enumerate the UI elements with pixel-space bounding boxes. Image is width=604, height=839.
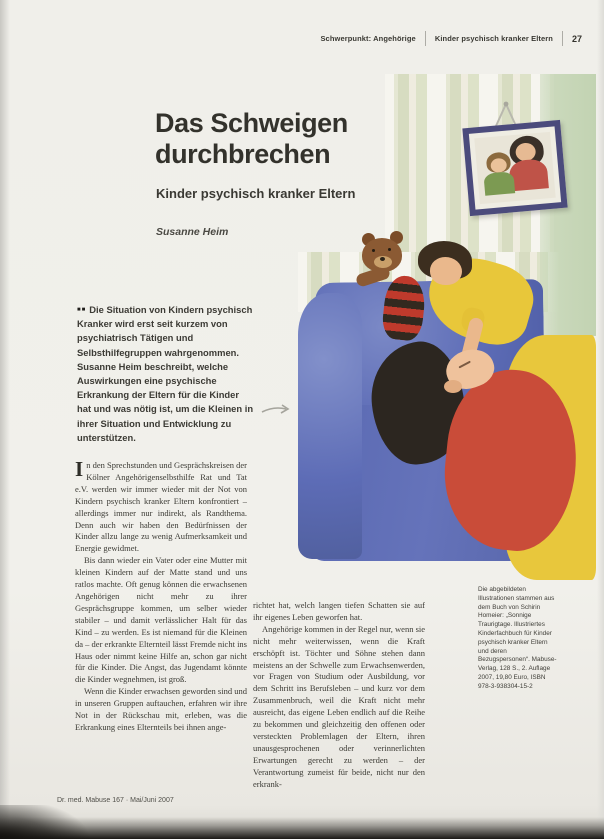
article-title-line2: durchbrechen — [155, 139, 331, 169]
boy-hand — [444, 380, 462, 393]
body-paragraph-text: n den Sprechstunden und Gesprächskreisen der Kölner Angehörigenselbsthilfe Rat und Tat e.V. werden wir immer wieder mit der Not von Kindern psychisch kranker Eltern konfrontiert – allerdings immer nur indirekt, als Randthema. Denn auch wir haben den Bedürfnissen der Kinder allzu lange zu wenig Aufmerksamkeit und Energie gewidmet. — [75, 460, 247, 554]
scan-edge-left — [0, 0, 10, 839]
body-paragraph: richtet hat, welch langen tiefen Schatten sie auf ihr eigenes Leben geworfen hat. — [253, 600, 425, 622]
author-name: Susanne Heim — [156, 226, 229, 238]
picture-frame — [462, 120, 567, 216]
body-paragraph — [75, 460, 247, 555]
footer-credit: Dr. med. Mabuse 167 · Mai/Juni 2007 — [57, 797, 174, 804]
drop-cap: I — [75, 460, 84, 481]
article-title-line1: Das Schweigen — [155, 108, 348, 138]
scan-shadow-corner — [0, 805, 90, 839]
book-caption: Die abgebildeten Illustrationen stammen aus dem Buch von Schirin Homeier: „Sonnige Traurigtage. Illustriertes Kinderfachbuch für Kinder psychisch kranker Eltern und deren Bezugspersonen“. Mabuse-Verlag, 128 S., 2. Auflage 2007, 19,80 Euro, ISBN 978-3-938304-15-2 — [478, 586, 557, 690]
couch-armrest — [298, 293, 362, 559]
scan-edge-right — [597, 0, 604, 839]
running-header — [320, 31, 582, 46]
body-column-2 — [253, 600, 425, 802]
header-article-label: Kinder psychisch kranker Eltern — [434, 34, 553, 43]
lead-paragraph — [77, 303, 254, 445]
body-paragraph: Wenn die Kinder erwachsen geworden sind und in unseren Gruppen auftauchen, erfahren wir ihre Not in der Rückschau mit, erleben, was die Erkrankung eines Elternteils bei ihnen ange- — [75, 686, 247, 732]
header-section-label: Schwerpunkt: Angehörige — [320, 34, 416, 43]
article-subtitle: Kinder psychisch kranker Eltern — [156, 186, 356, 201]
family-photo — [474, 132, 555, 204]
body-column-1 — [75, 460, 247, 802]
header-divider — [562, 31, 563, 46]
header-divider — [425, 31, 426, 46]
lead-text: Die Situation von Kindern psychisch Kranker wird erst seit kurzem von psychiatrisch Tätigen und Selbsthilfegruppen wahrgenommen. Susanne Heim beschreibt, welche Auswirkungen eine psychische Erkrankung der Eltern für die Kinder hat und was nötig ist, um die Kleinen in ihrer Situation und Entwicklung zu unterstützen. — [77, 304, 254, 443]
page-number: 27 — [571, 33, 582, 44]
photo-child-shirt — [483, 171, 515, 196]
teddy-bear-nose — [380, 257, 385, 261]
teddy-bear-eye — [388, 248, 391, 251]
lead-marker: ■■ — [77, 307, 87, 313]
body-paragraph: Angehörige kommen in der Regel nur, wenn sie nicht mehr weiterwissen, wenn die Kraft erschöpft ist. Töchter und Söhne stehen dann meistens an der Schwelle zum Erwachsenwerden, vor Fragen von Studium oder Ausbildung, vor dem Schritt ins Berufsleben – und kurz vor dem Zusammenbruch, weil die Kraft nicht mehr ausreicht, das eigene Leben endlich auf die Reihe zu bekommen und gleichzeitig den offenen oder versteckten Problemlagen der Eltern, ihren unausgesprochenen oder verinnerlichten Erwartungen gerecht zu werden – der Verantwortung zumeist für beide, nicht nur den erkrank- — [253, 623, 425, 789]
sketch-arrow-icon — [260, 402, 292, 418]
teddy-bear-eye — [372, 249, 375, 252]
body-paragraph: Bis dann wieder ein Vater oder eine Mutter mit kleinen Kindern auf der Matte stand und uns ratlos machte. Oft genug können die erwachsenen Angehörigen nicht mehr zu ihrer Gesprächsgruppe kommen, um selber wieder stabiler – und damit verlässlicher Halt für das Kind – zu werden. Es ist niemand für die Kleinen da – der erkrankte Elternteil lässt Fremde nicht ins Haus oder nimmt keine Hilfe an, schon gar nicht für die Kinder. Die Angst, das Jugendamt könnte die Kinder wegnehmen, ist groß. — [75, 555, 247, 685]
scan-shadow-bottom — [0, 817, 604, 839]
boy-face — [430, 257, 462, 285]
article-title — [155, 108, 348, 170]
